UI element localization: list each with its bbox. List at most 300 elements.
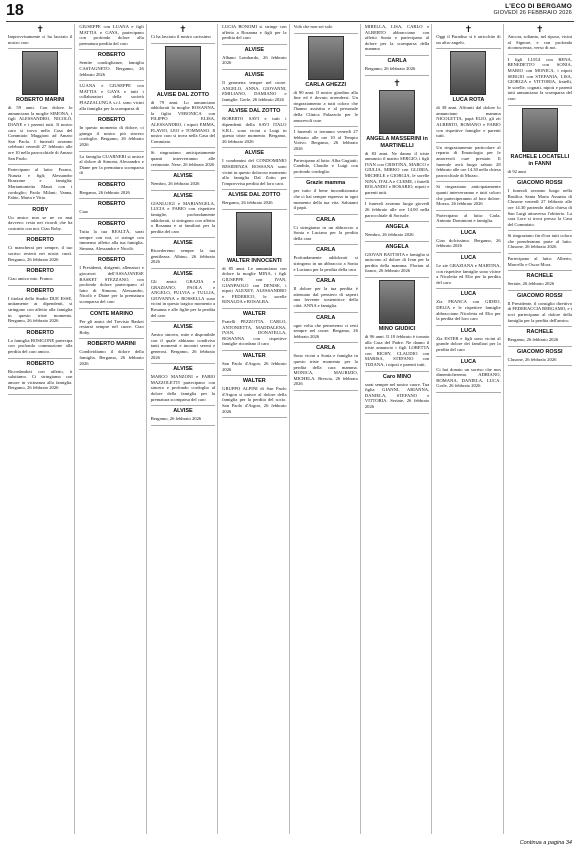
obituary-notice [151,240,215,265]
notice-divider [151,321,215,322]
obituary-notice [508,293,572,323]
notice-divider [508,253,572,254]
deceased-name: ROBERTO [97,221,126,228]
notice-text: Ci mancherai per sempre, il tuo sorriso resterà nei nostri cuori. Bergamo, 26 febbraio 2026 [8,245,73,262]
obituary-notice [151,46,215,145]
notice-text: Partecipano al lutto: Carla, Antonio Dominioni e famiglia. [436,212,501,224]
obituary-notice [222,150,286,186]
notice-divider [365,277,429,278]
notice-divider [365,371,429,372]
obituary-notice [222,192,286,206]
obituary-notice [79,154,143,176]
deceased-name: ROBERTO MARINI [15,97,65,104]
obituary-notice [151,193,215,235]
deceased-name: ROBERTO [26,287,54,294]
notice-text: I funerali avranno luogo giovedì 26 febbraio alle ore 14.00 nella parrocchiale di Sorisole. [364,201,430,218]
publication-date: GIOVEDÌ 26 FEBBRAIO 2026 [493,10,572,16]
obituary-notice [79,257,143,304]
notice-divider [8,285,72,286]
header-rule [6,21,574,22]
notice-text: Nembro, 26 febbraio 2026 [150,181,200,187]
cross-icon: ✝ [179,24,187,34]
notice-text: ROBERTO SAVI e tutti i dipendenti della SAVI ITALO S.R.L. sono vicini a Luigi in questo triste momento. Bergamo, 26 febbraio 2026 [222,116,287,144]
notice-text: GIUSEPPE con LUANA e figli MATTIA e GAYA, partecipano con profondo dolore alla prematura perdita del caro [79,24,144,46]
notice-divider [365,221,429,222]
notice-divider [8,234,72,235]
deceased-name: CARLA [316,247,336,254]
notice-divider [365,55,429,56]
obituary-notice [222,212,286,305]
obituary-notice [79,52,143,77]
notice-text: Si ringraziano fin d'ora tutti coloro che prenderanno parte al lutto. Clusone, 26 febbraio 2026 [507,233,572,250]
notice-divider [294,275,358,276]
notice-divider [222,308,286,309]
notice-text: La famiglia GUARNERI si unisce al dolore di Simona, Alessandro e Diane per la prematura scomparsa di [79,153,144,176]
obituary-notice [294,217,358,242]
obituary-notice [151,324,215,360]
notice-text: Ricorderemo sempre la tua gentilezza. Albino, 26 febbraio 2026 [150,248,216,265]
notice-divider [222,105,286,106]
notice-divider [222,209,286,210]
deceased-name: CARLA [316,216,336,223]
deceased-name: LUCA [460,229,477,236]
obituary-notice [365,224,429,238]
obituary-notice [294,345,358,387]
notice-divider [436,227,500,228]
obituary-notice [8,207,72,232]
notice-divider [222,375,286,376]
deceased-name: GIACOMO ROSSI [517,348,563,355]
notice-text: La famiglia BOSIGONE partecipa con profonda commozione alla perdita del caro amico. [8,337,73,354]
portrait-photo [450,51,486,95]
notice-divider [8,358,72,359]
notice-text: di 38 anni. Affranti dal dolore lo annunciano mamma NICOLETTA, papà ELIO, gli zii ALBERTO, ROMANO e FABIO con rispettive famiglie e parenti tutti. [436,105,501,139]
cross-icon: ✝ [464,24,473,34]
column-2 [77,24,146,834]
notice-divider [436,325,500,326]
obituary-notice [436,213,500,224]
deceased-name: Caro MINO [382,373,412,380]
deceased-name: WALTER [242,353,266,359]
notice-divider [508,177,572,178]
notice-text: ogni volta che penseremo ci resti sempre nel cuore. Bergamo, 26 febbraio 2026 [293,322,358,339]
notice-divider [79,218,143,219]
obituary-notice [365,58,429,72]
deceased-name: ROBERTO [97,181,126,188]
deceased-name: CARLA [316,314,336,321]
deceased-name: LUCA [460,327,477,334]
obituary-notice [151,150,215,167]
notice-divider [151,43,215,44]
notice-divider [436,48,500,49]
notice-text: di 92 anni [507,168,526,174]
notice-divider [294,177,358,178]
notice-text: di 85 anni. Le annunciano con dolore la moglie MINA, i figli GIUSEPPE con IVAN, GIANPAOLO con DENISE, i nipoti ALEXEY, ALESSANDRO e FEDERICO, le sorelle RINALDA e ROSALBA. [222,265,287,305]
portrait-photo [236,212,272,256]
notice-divider [365,413,429,414]
obituary-notice [436,328,500,353]
obituary-notice [365,24,429,52]
deceased-name: ROBERTO [26,237,54,244]
obituary-notice [508,233,572,250]
notice-text: Sentite condoglianze, famiglia CASTAGNETO. Bergamo, 26 febbraio 2026 [79,60,144,77]
notice-text: Per gli amici del Trevisio Basket restarai sempre nel cuore. Ciao Roby. [79,318,144,335]
deceased-name: LUCA [460,358,477,365]
deceased-name: ROBERTO MARINI [87,341,136,348]
notice-text: Nembro, 26 febbraio 2026 [364,232,414,238]
obituary-notice [436,230,500,249]
notice-divider [79,151,143,152]
obituary-notice [79,201,143,215]
notice-text: Gli amici GRAZIA e GRAZIANO, PAOLA e ANGELO, FULVIA e TULLIA, GIOVANNA e ROSSELLA sono vicini in questo tragico momento a Rosanna e alle figlie per la perdita del caro [150,279,216,318]
notice-divider [508,346,572,347]
deceased-name: ANGELA [385,243,409,250]
notice-divider [508,290,572,291]
notice-text: Bergamo, 26 febbraio 2026 [507,337,559,343]
notice-text: di 83 anni. Ne danno il triste annuncio il marito SERGIO, i figli IVAN con CRISTINA, MARCO e GIULIA, MIRKO con GLORIA, MICHELE e GIORGIA, le sorelle NINA, ITALA e CLEME, i fratelli ROLANDO e ROSARIO, nipoti e parenti tutti. [364,150,430,195]
notice-text: Ci stringiamo in un abbraccio a Sonia e Luciano per la perdita della cara [293,224,358,241]
notice-divider [436,356,500,357]
obituary-notice [79,221,143,251]
column-1 [6,24,75,834]
obituary-notice [222,353,286,372]
obituary-notice [294,24,358,30]
notice-text: LUCIA BONOMI si stringe con affetto a Rosanna e figli per la perdita del caro [222,24,287,41]
obituary-notice [508,180,572,227]
notice-text: Fratelli PEZZOTTA, CARLO, ANTONIETTA, MADDALENA, IVAN, DONATELLA, ROSANNA con rispettive famiglie ricordano il caro [222,319,287,347]
deceased-name: ALVISE [244,150,265,157]
deceased-name: ALVISE [173,240,193,247]
notice-divider [151,147,215,148]
notice-text: Ciao [79,209,89,215]
portrait-photo [379,90,415,134]
notice-divider [508,270,572,271]
deceased-name: WALTER [242,311,266,318]
notice-text: di 96 anni. Il 18 febbraio è tornato alla Casa del Padre. Ne danno il triste annuncio i figli LORETTA con RICHY, CLAUDIO con MARISA, STEFANO con TIZIANA, i nipoti e parenti tutti. [364,334,430,368]
notice-divider [436,210,500,211]
notice-divider [8,164,72,165]
deceased-name: ALVISE DAL ZOTTO [228,108,281,115]
column-4 [220,24,289,834]
obituary-notice [508,57,572,102]
notice-divider [79,308,143,309]
page-number: 18 [6,2,24,19]
notice-divider [8,394,72,395]
notice-text: Si ringraziano anticipatamente quanti interverranno e tutti coloro che parteciperanno al loro dolore. Mozzo, 26 febbraio 2026 [436,184,501,207]
notice-divider [365,241,429,242]
obituary-notice [508,349,572,363]
obituary-notice [8,51,72,161]
deceased-name: CARLA [316,345,336,352]
portrait-photo [165,46,201,90]
notice-text: Bergamo, 26 febbraio 2026 [150,416,202,422]
deceased-name: LUCA ROTA [452,97,485,104]
column-8 [506,24,574,834]
notice-divider [508,326,572,327]
column-5 [292,24,361,834]
portrait-photo [379,280,415,324]
deceased-name: ROBERTO [97,117,126,124]
obituary-notice [294,36,358,124]
deceased-name: WALTER INNOCENTI [227,257,282,264]
column-3 [149,24,218,834]
notice-divider [294,214,358,215]
obituary-notice [151,408,215,422]
notice-divider [151,425,215,426]
notice-divider [436,181,500,182]
obituary-notice [508,256,572,267]
obituary-notice [508,329,572,343]
notice-divider [294,390,358,391]
deceased-name: ALVISE [244,71,265,78]
notice-text: Zia FRANCA con GIDEO, DELIA e le rispettive famiglie abbracciano Nicoletta ed Elio per la perdita del loro caro [436,299,501,322]
notice-text: San Paolo d'Argon, 26 febbraio 2026 [222,361,287,372]
notice-text: di 59 anni. Con dolore lo annunciano la moglie SIMONA, i figli ALESSANDRO, NICOLÒ, DIANE e i parenti tutti. Il nostro caro si trova nella Casa del Commiato Maggioni ad Amaro San Paolo. I funerali avranno celebrati venerdì 27 febbraio alle ore 10 nella parrocchiale di Amaro San Paolo. [8,105,73,161]
deceased-name: LUCA [460,255,477,262]
deceased-name: ALVISE [173,366,193,373]
notice-text: Sono vicini a Sonia e famiglia in questo triste momento per la perdita della cara mamma. MONICA, MAURIZIO, MICHELA. Brescia, 26 febbraio 2026 [293,353,358,387]
notice-text: Improvvisamente ci ha lasciato il nostro caro [8,34,73,45]
notice-divider [79,80,143,81]
notice-text: Ciao amico mio. Franco. [8,276,54,282]
notice-divider [508,54,572,55]
notice-text: In questo momento di dolore, ci giunga il nostro più sincero cordoglio. Bergamo, 26 febbraio 2026 [79,125,144,147]
notice-text: I funerali si terranno venerdì 27 febbraio alle ore 10 al Tempio Votivo. Bergamo, 26 febbraio 2026 [293,129,358,151]
obituary-notice [8,167,72,201]
notice-divider [8,204,72,205]
obituary-notice [222,108,286,144]
deceased-name: ROBERTO [97,257,126,264]
notice-text: Tutta la tua REALTÀ, sarai sempre con noi, ci stringe con immenso affetto alla tua famiglia. Simona, Alessandro e Nicolò. [79,229,144,251]
notice-text: LUANA e GIUSEPPE con MATTIA e GAYA e tutti i collaboratori della società PIAZZALUNGA s.r.l. sono vicini alla famiglia per la scomparsa di [79,83,144,111]
obituary-columns [6,24,574,834]
deceased-name: ALVISE [173,271,193,278]
deceased-name: ANGELA [385,224,409,231]
notice-divider [222,417,286,418]
obituary-notice [79,83,143,111]
notice-divider [294,342,358,343]
notice-text: sarai sempre nel nostro cuore. Tua figlia GIANNI, ARIANNA, DANIELA, STEFANO e VITTORIA. Seriate, 26 febbraio 2026 [364,381,430,409]
notice-text: Ciao dolcissimo. Bergamo, 26 febbraio 2026 [436,237,501,249]
obituary-notice [436,24,500,45]
obituary-notice [365,201,429,218]
notice-divider [365,75,429,76]
deceased-name: ANGELA MASSERINI in MARTINELLI [366,135,428,149]
notice-text: Partecipano al lutto: Franco, Nunzia e figli; Alessandro Brazzone e famiglia; Mariantonietta Mauri con i cordoglio; Paolo Milani; Vanna, Fabio, Marta e Vitto. [8,167,73,201]
notice-text: Il Presidente, il consiglio direttivo di FEDERACCIA BERGAMO, e i soci partecipano al dolore della famiglia per la perdita dell'amico. [507,300,572,323]
obituary-notice [151,173,215,187]
notice-text: Ci hai donato un sorriso che non dimenticheremo. ADRIANO, ROMANA, DANIELA, LUCA. Gorle, 26 febbraio 2026 [436,366,501,389]
notice-text: Amico sincero, mite e disponibile con il quale abbiamo condiviso tanti momenti e incontri sereni e generosi. Bergamo, 26 febbraio 2026 [150,332,216,360]
obituary-notice [79,311,143,336]
notice-text: Oggi il Paradiso si è arricchito di un altro angelo. [436,34,501,45]
obituary-notice [79,117,143,147]
notice-divider [151,363,215,364]
notice-text: Bergamo, 26 febbraio 2026 [364,65,416,71]
obituary-notice [365,244,429,274]
notice-divider [222,189,286,190]
obituary-notice [79,182,143,196]
notice-divider [8,48,72,49]
notice-divider [365,198,429,199]
deceased-name: ALVISE DAL ZOTTO [156,91,210,98]
notice-text: MARCO MANZONI e FABIO MAZZOLETTI partecipano con sincero e profondo cordoglio al dolore della famiglia per la prematura scomparsa del caro [150,374,216,402]
obituary-notice [436,51,500,139]
notice-text: I condomini del CONDOMINIO RESIDENZA ROSSANA sono vicini in questo doloroso momento alla famiglia Dal Zotto per l'improvvisa perdita del loro caro. [222,158,287,186]
obituary-notice [222,378,286,414]
deceased-name: WALTER [242,378,266,385]
column-7 [434,24,503,834]
obituary-notice [222,47,286,66]
deceased-name: ROBERTO [26,268,54,275]
notice-text: di 90 anni. Il nostro giardino alla fine ed è dovuto arrendersi. Un ringraziamento a tutti coloro che l'hanno assistita e al personale della Clinica Palazzolo per le amorevoli cure. [293,89,358,123]
deceased-name: RACHELE [526,273,554,280]
notice-text: Ancora, soltanto, nel riposo, vicini al Signore, e con profonda riconoscenza, verso di noi. [507,34,572,51]
deceased-name: ALVISE [173,408,193,415]
notice-text: Ci ha lasciato il nostro carissimo [150,34,211,39]
notice-divider [79,49,143,50]
notice-divider [79,198,143,199]
column-6 [363,24,432,834]
obituary-notice [79,24,143,46]
notice-divider [151,268,215,269]
notice-text: Albano Lombardo, 26 febbraio 2026 [222,54,287,66]
notice-text: Profondamente addolorati si stringono in un abbraccio a Sonia e Luciano per la perdita della cara [293,255,358,272]
deceased-name: MINO GIUDICI [378,326,416,333]
obituary-notice [222,311,286,347]
obituary-notice [294,247,358,272]
notice-divider [222,350,286,351]
notice-text: Bergamo, 26 febbraio 2026 [79,189,130,195]
notice-text: per tutto il bene incondizionato che ci hai sempre espresso in ogni momento della tua vita. Salutami il papà. [293,188,358,211]
deceased-name: ALVISE DAL ZOTTO [228,192,281,199]
obituary-notice [8,288,72,324]
deceased-name: GIACOMO ROSSI [517,292,563,299]
page-header [494,3,572,17]
obituary-notice [294,278,358,308]
deceased-name: ROBERTO [26,329,54,336]
notice-divider [436,288,500,289]
obituary-notice [508,273,572,287]
deceased-name: ALVISE [173,192,193,199]
notice-divider [508,365,572,366]
notice-divider [8,327,72,328]
notice-text: Un amico non se ne va mai davvero: resta nei ricordi che ha costruito con noi. Ciao Roby. [8,214,73,231]
notice-text: Volà che non sei solo [293,24,333,29]
deceased-name: LUCA [460,291,477,298]
notice-text: Un ringraziamento particolare al reparto di Ematologia per le amorevoli cure prestate. Il funerale avrà luogo sabato 28 febbraio alle ore 14.30 nella chiesa parrocchiale di Mozzo. [436,144,501,178]
obituary-notice [294,180,358,210]
obituary-notice [436,291,500,321]
deceased-name: ALVISE [244,46,265,53]
deceased-name: ALVISE [173,173,193,180]
portrait-photo [308,36,344,80]
deceased-name: CARLA GHEZZI [305,81,347,88]
obituary-notice [222,72,286,102]
notice-text: Le zie GRAZIANA e MARTINA, con rispettive famiglie sono vicine a Nicoletta ed Elio per la perdita del caro [436,263,501,285]
notice-text: Seriate, 26 febbraio 2026 [507,281,555,287]
notice-text: Il geometra sempre nel cuore. ANGELO, ANNA, GIOVANNI, EMILIANO, DAMIANO e famiglie. Gorle, 26 febbraio 2026 [222,79,287,102]
deceased-name: Grazie mamma [306,180,346,187]
obituary-notice [436,255,500,285]
notice-divider [222,69,286,70]
notice-text: Condividiamo il dolore della famiglia. Bergamo, 26 febbraio 2026 [79,349,144,366]
notice-divider [294,244,358,245]
notice-divider [79,254,143,255]
obituary-notice [436,359,500,389]
obituary-notice [365,78,429,196]
deceased-name: ROBERTO [97,52,126,59]
notice-divider [294,126,358,127]
obituary-notice [436,145,500,179]
obituary-notice [8,330,72,355]
notice-text: Ricordandoti con affetto, ti salutiamo. Ci stringiamo con amore in vicinanza alla famiglia. Bergamo, 26 febbraio 2026 [8,368,73,391]
notice-divider [436,142,500,143]
deceased-name: ROBERTO [97,201,126,208]
notice-divider [151,190,215,191]
cross-icon: ✝ [393,77,401,88]
notice-text: Si ringraziano anticipatamente quanti interverranno alle cerimonie. Nese, 26 febbraio 2026 [150,150,216,167]
obituary-notice [365,374,429,410]
notice-text: I funerali avranno luogo nella Basilica Santa Maria Assunta di Clusone venerdì 27 febbraio alle ore 14.30 partendo dalla chiesa di San Luigi attraverso l'obitorio. La cara Lore si trova presso la Casa del Commiato. [507,188,572,227]
obituary-notice [436,184,500,206]
obituary-notice [508,24,572,51]
obituary-notice [222,24,286,41]
obituary-notice [508,108,572,175]
obituary-notice [151,366,215,402]
notice-divider [79,369,143,370]
notice-divider [294,312,358,313]
notice-divider [222,44,286,45]
deceased-name: RACHELE [526,329,554,336]
notice-text: di 79 anni. Lo annunciano addolorati la moglie ROSANNA, la figlia VERONICA con FILIPPO ELISA, ALESSANDRO, i nipoti EMMA, FLAVIO, LEO e TOMMASO. Il nostro caro si trova nella Casa del Commiato. [150,99,216,144]
notice-divider [151,237,215,238]
deceased-name: ROBY [32,206,49,213]
notice-divider [8,265,72,266]
notice-divider [151,405,215,406]
obituary-notice [8,268,72,282]
notice-text: Partecipano al lutto: Alba Gugiatti; Candida, Claudio e Luigi con profondo cordoglio. [293,157,358,174]
deceased-name: CARLA [316,278,336,285]
notice-divider [294,155,358,156]
notice-text: I figli LUIGI con RENA, BENEDETTO con SONIA, MARIO con MONICA, i nipoti SERGIO con STEFANIA, LISA, GIORGIA e VITTORIA, fratelli, le sorelle, cognati, nipoti e parenti tutti annunciano la scomparsa del caro [507,56,572,101]
obituary-notice [8,24,72,45]
obituary-notice [294,158,358,175]
obituary-notice [151,24,215,40]
deceased-name: RACHELE LOCATELLI in FANNI [510,153,570,167]
notice-text: MIRELLA, LISA, CARLO e ALBERTO abbracciano con affetto Sonia e partecipano al dolore per la scomparsa della mamma [364,24,430,52]
notice-text: Zia ESTER e figli sono vicini al grande dolore dei familiari per la perdita del caro [436,335,501,352]
deceased-name: ROBERTO [26,360,54,367]
deceased-name: GIACOMO ROSSI [517,180,563,187]
notice-divider [508,230,572,231]
notice-divider [222,147,286,148]
deceased-name: CONTE MARINO [90,310,134,317]
cross-icon: ✝ [536,24,544,34]
notice-divider [79,338,143,339]
notice-text: Bergamo, 26 febbraio 2026 [222,200,273,206]
notice-divider [294,33,358,34]
obituary-notice [8,361,72,391]
notice-divider [436,392,500,393]
notice-text: I titolari dello Studio DUE ESSE, unitamente ai dipendenti, si stringono con affetto alla famiglia in questo triste momento. Bergamo, 26 febbraio 2026 [8,295,73,324]
cross-icon: ✝ [36,24,44,34]
deceased-name: ALVISE [173,324,193,331]
obituary-notice [79,341,143,366]
notice-text: Partecipano al lutto: Alberto, Marcello e Oscar Mora. [507,256,572,267]
deceased-name: CARLA [387,57,407,64]
obituary-notice [8,237,72,262]
